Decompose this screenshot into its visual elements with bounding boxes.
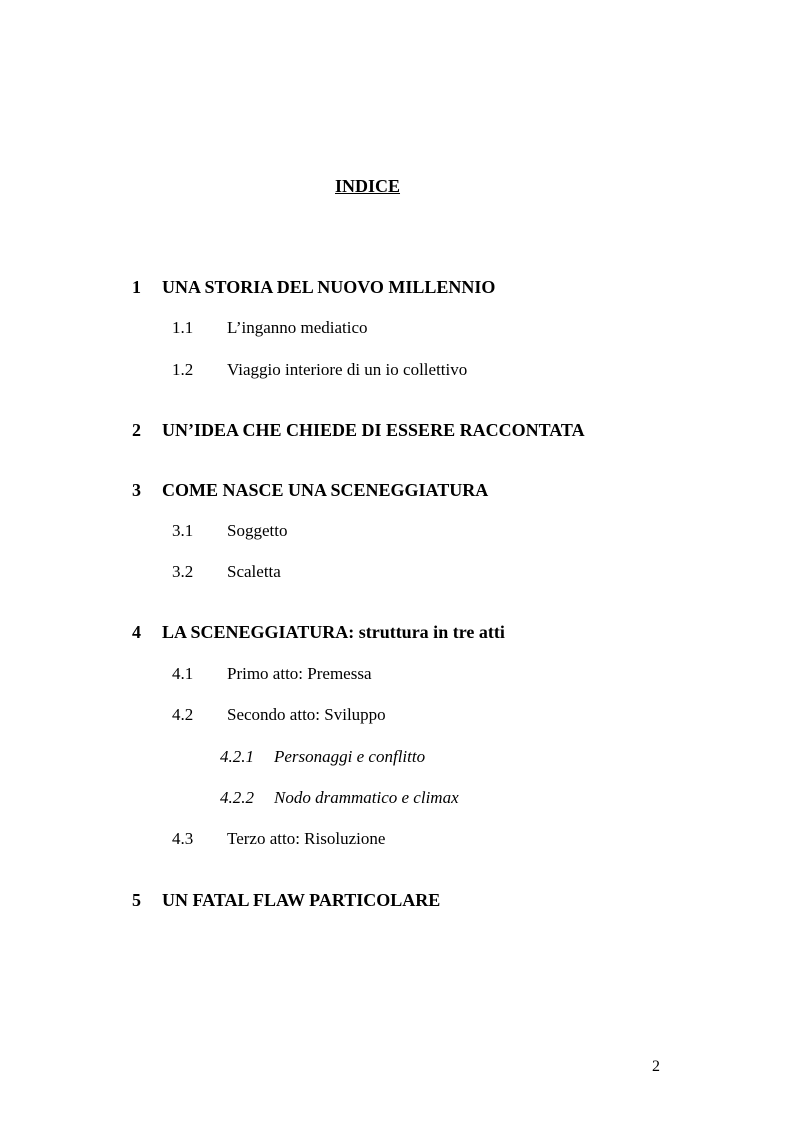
toc-title: Nodo drammatico e climax (274, 788, 459, 807)
toc-title: Primo atto: Premessa (227, 664, 372, 683)
toc-number: 5 (132, 890, 141, 910)
toc-title: Terzo atto: Risoluzione (227, 829, 386, 848)
page-number: 2 (652, 1058, 660, 1075)
toc-number: 4.1 (172, 664, 194, 683)
toc-title: LA SCENEGGIATURA: struttura in tre atti (162, 622, 505, 642)
toc-number: 3.2 (172, 562, 194, 581)
toc-title: Viaggio interiore di un io collettivo (227, 360, 468, 379)
toc-title: Scaletta (227, 562, 281, 581)
toc-title: UN’IDEA CHE CHIEDE DI ESSERE RACCONTATA (162, 420, 585, 440)
toc-number: 3.1 (172, 521, 194, 540)
toc-number: 1.2 (172, 360, 194, 379)
toc-title: Personaggi e conflitto (274, 747, 426, 766)
toc-number: 2 (132, 420, 141, 440)
toc-title: UNA STORIA DEL NUOVO MILLENNIO (162, 277, 496, 297)
toc-title: L’inganno mediatico (227, 318, 368, 337)
toc-number: 1 (132, 277, 141, 297)
toc-number: 4.2.2 (220, 788, 254, 807)
page-title: INDICE (335, 176, 401, 196)
toc-number: 4 (132, 622, 141, 642)
toc-title: Secondo atto: Sviluppo (227, 705, 386, 724)
toc-number: 4.2 (172, 705, 194, 724)
toc-title: UN FATAL FLAW PARTICOLARE (162, 890, 441, 910)
toc-title: Soggetto (227, 521, 288, 540)
toc-number: 4.2.1 (220, 747, 254, 766)
toc-title: COME NASCE UNA SCENEGGIATURA (162, 480, 489, 500)
toc-number: 4.3 (172, 829, 194, 848)
toc-number: 3 (132, 480, 141, 500)
toc-number: 1.1 (172, 318, 194, 337)
